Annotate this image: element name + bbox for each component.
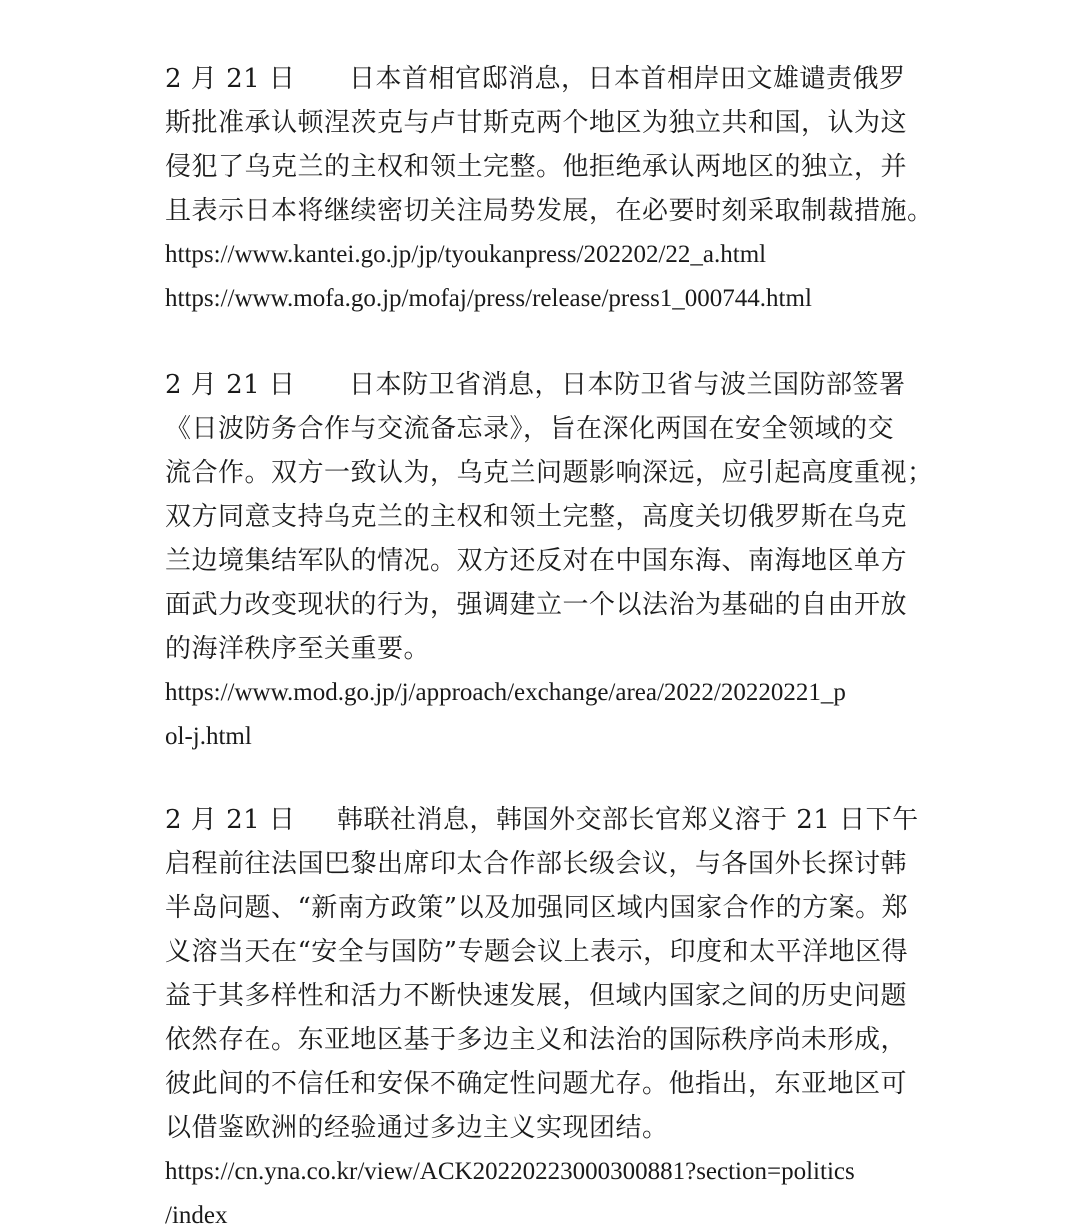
entry-text-line: 面武力改变现状的行为，强调建立一个以法治为基础的自由开放 (165, 590, 908, 620)
entry-text-line: 益于其多样性和活力不断快速发展，但域内国家之间的历史问题 (165, 981, 908, 1011)
source-url[interactable]: https://www.kantei.go.jp/jp/tyoukanpress/202202/22_a.html (165, 241, 767, 268)
entry-date: 2 月 21 日 (165, 64, 296, 94)
entry-text-line: 双方同意支持乌克兰的主权和领土完整，高度关切俄罗斯在乌克 (165, 502, 908, 532)
entry-text-line: 以借鉴欧洲的经验通过多边主义实现团结。 (165, 1113, 669, 1143)
entry-first-line (165, 370, 906, 400)
source-url[interactable]: https://www.mofa.go.jp/mofaj/press/release/press1_000744.html (165, 285, 812, 312)
source-url[interactable]: /index (165, 1202, 228, 1229)
entry-text-line: 兰边境集结军队的情况。双方还反对在中国东海、南海地区单方 (165, 546, 908, 576)
entry-date: 2 月 21 日 (165, 805, 296, 835)
entry-text-line: 日本首相官邸消息，日本首相岸田文雄谴责俄罗 (349, 64, 906, 94)
entry-text-line: 日本防卫省消息，日本防卫省与波兰国防部签署 (349, 370, 906, 400)
source-url[interactable]: https://cn.yna.co.kr/view/ACK20220223000300881?section=politics (165, 1158, 855, 1185)
entry-text-line: 《日波防务合作与交流备忘录》，旨在深化两国在安全领域的交 (165, 414, 895, 444)
entry-first-line (165, 805, 919, 835)
entry-text-line: 流合作。双方一致认为，乌克兰问题影响深远，应引起高度重视； (165, 458, 934, 488)
entry-text-line: 的海洋秩序至关重要。 (165, 634, 431, 664)
entry-text-line: 侵犯了乌克兰的主权和领土完整。他拒绝承认两地区的独立，并 (165, 152, 908, 182)
entry-text-line: 且表示日本将继续密切关注局势发展，在必要时刻采取制裁措施。 (165, 196, 934, 226)
entry-text-line: 启程前往法国巴黎出席印太合作部长级会议，与各国外长探讨韩 (165, 849, 908, 879)
entry-first-line (165, 64, 906, 94)
entry-text-line: 彼此间的不信任和安保不确定性问题尤存。他指出，东亚地区可 (165, 1069, 908, 1099)
entry-text-line: 依然存在。东亚地区基于多边主义和法治的国际秩序尚未形成， (165, 1025, 908, 1055)
source-url[interactable]: https://www.mod.go.jp/j/approach/exchange/area/2022/20220221_p (165, 679, 846, 706)
entry-text-line: 半岛问题、“新南方政策”以及加强同区域内国家合作的方案。郑 (165, 893, 909, 923)
source-url[interactable]: ol-j.html (165, 723, 252, 750)
entry-text-line: 斯批准承认顿涅茨克与卢甘斯克两个地区为独立共和国，认为这 (165, 108, 908, 138)
entry-text-line: 韩联社消息，韩国外交部长官郑义溶于 21 日下午 (337, 805, 919, 835)
entry-date: 2 月 21 日 (165, 370, 296, 400)
entry-text-line: 义溶当天在“安全与国防”专题会议上表示，印度和太平洋地区得 (165, 937, 909, 967)
